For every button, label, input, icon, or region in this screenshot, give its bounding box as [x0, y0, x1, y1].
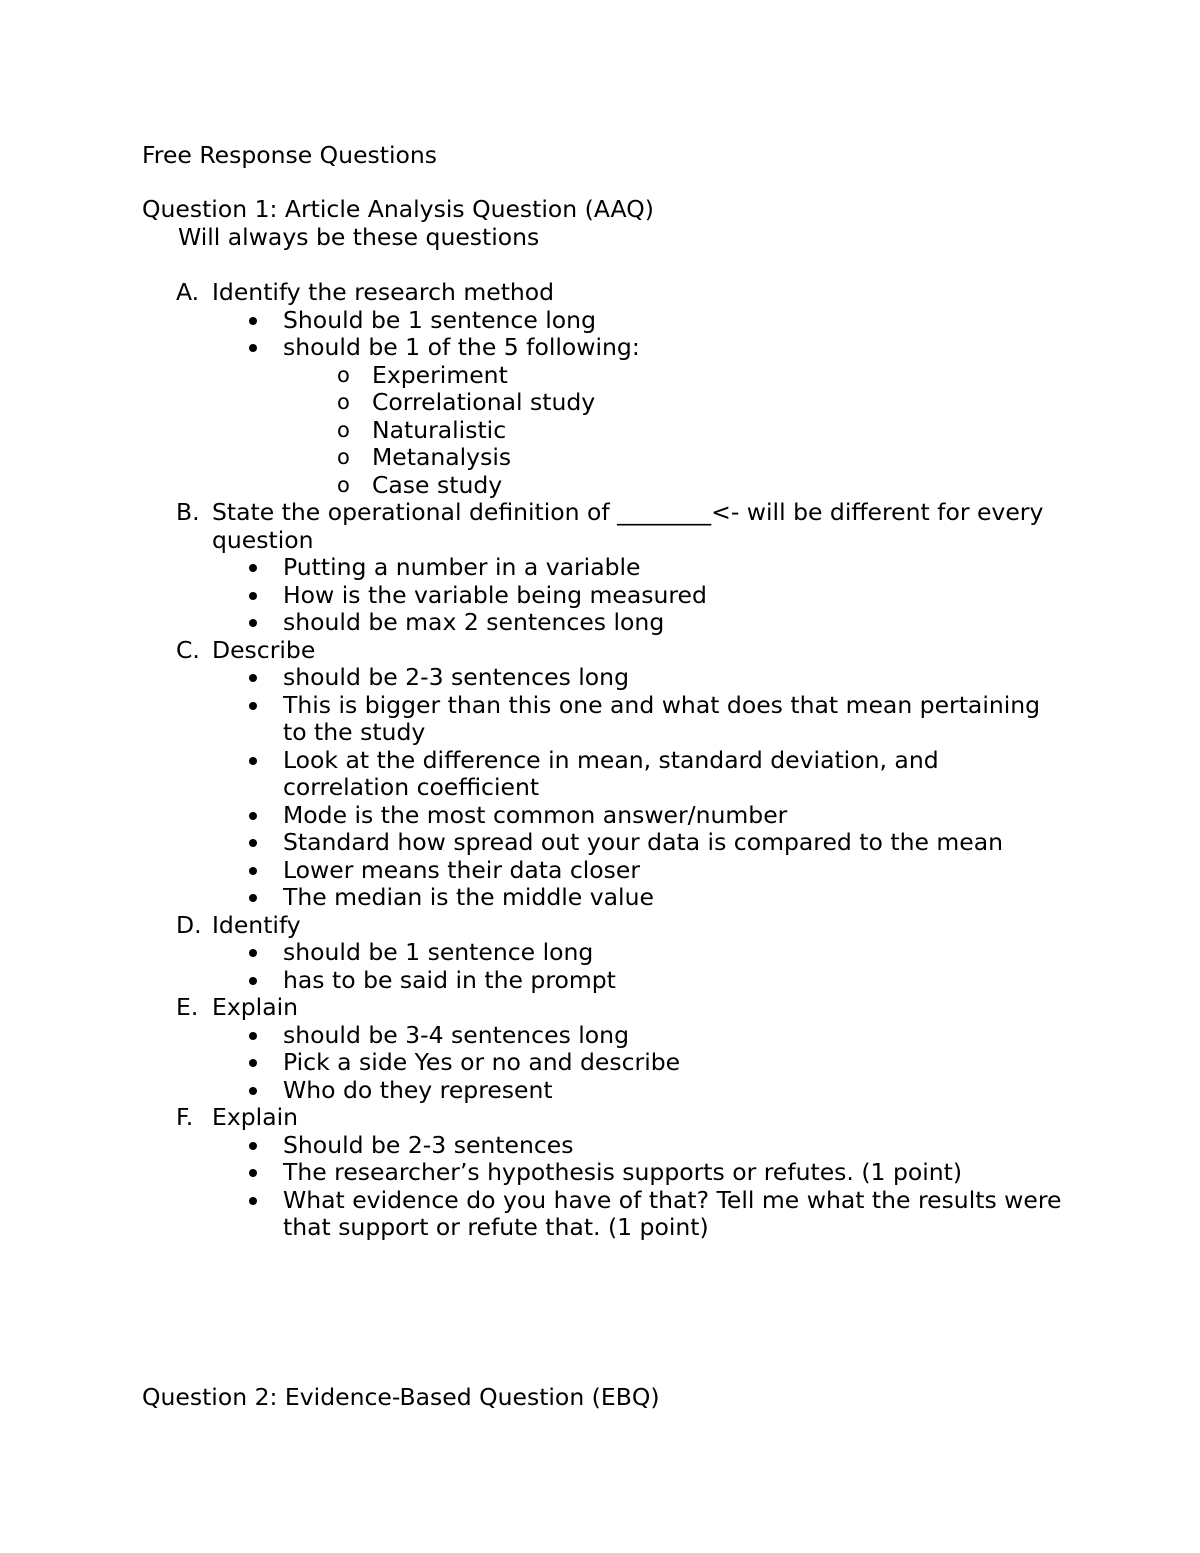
bullet-icon [249, 1142, 257, 1150]
bullet-text: should be 1 of the 5 following: [283, 333, 640, 361]
sub-bullet-text: Metanalysis [372, 443, 512, 471]
bullet-list [0, 1022, 1200, 1105]
bullet-icon [249, 1197, 257, 1205]
list-item [0, 279, 1200, 499]
list-letter: E. [176, 993, 199, 1021]
bullet-item [283, 1187, 1063, 1242]
bullet-icon [249, 1032, 257, 1040]
bullet-icon [249, 812, 257, 820]
bullet-item [283, 334, 1063, 362]
list-letter: A. [176, 278, 200, 306]
bullet-text: Who do they represent [283, 1075, 553, 1104]
bullet-item [283, 802, 1063, 830]
bullet-item [283, 747, 1063, 802]
sub-bullet-item [337, 443, 1200, 472]
list-item-text: State the operational definition of ________<- will be different for every question [212, 498, 1044, 554]
bullet-text: Pick a side Yes or no and describe [283, 1048, 681, 1076]
list-letter: C. [176, 635, 200, 664]
bullet-item [283, 967, 1063, 995]
bullet-text: What evidence do you have of that? Tell me what the results were that support or refute that. (1 point) [283, 1185, 1062, 1241]
sub-bullet-icon: o [337, 390, 350, 414]
bullet-item [283, 884, 1063, 912]
question-1-heading: Question 1: Article Analysis Question (AAQ) [142, 195, 654, 223]
bullet-list [0, 554, 1200, 637]
bullet-item [283, 664, 1063, 692]
list-item [0, 499, 1200, 637]
bullet-item [283, 307, 1063, 335]
bullet-item [283, 554, 1063, 582]
list-item [0, 637, 1200, 912]
sub-bullet-text: Experiment [372, 360, 508, 389]
sub-bullet-icon: o [337, 362, 350, 387]
list-letter: B. [176, 498, 200, 526]
bullet-icon [249, 592, 257, 600]
bullet-text: should be max 2 sentences long [283, 608, 665, 636]
bullet-text: should be 3-4 sentences long [283, 1020, 629, 1049]
sub-bullet-list [0, 362, 1200, 500]
bullet-item [283, 1022, 1063, 1050]
sub-bullet-text: Naturalistic [372, 415, 507, 444]
page-title: Free Response Questions [142, 141, 438, 169]
list-item-text: Explain [212, 993, 299, 1021]
bullet-item [283, 829, 1063, 857]
sub-bullet-icon: o [337, 417, 350, 442]
bullet-text: Lower means their data closer [283, 855, 641, 884]
bullet-icon [249, 344, 257, 352]
sub-bullet-item [337, 470, 1200, 500]
bullet-list [0, 307, 1200, 500]
bullet-icon [249, 317, 257, 325]
bullet-item [283, 692, 1063, 747]
bullet-item [283, 1049, 1063, 1077]
bullet-icon [249, 702, 257, 710]
question-2-heading: Question 2: Evidence-Based Question (EBQ) [142, 1383, 660, 1411]
bullet-item [283, 582, 1063, 610]
bullet-icon [249, 564, 257, 572]
bullet-icon [249, 1059, 257, 1067]
sub-bullet-text: Case study [372, 470, 503, 499]
sub-bullet-item [337, 388, 1200, 417]
list-item [0, 994, 1200, 1104]
bullet-icon [249, 839, 257, 847]
bullet-text: This is bigger than this one and what does that mean pertaining to the study [283, 690, 1041, 746]
bullet-item [283, 939, 1063, 967]
bullet-text: Standard how spread out your data is compared to the mean [283, 828, 1004, 856]
sub-bullet-icon: o [337, 472, 350, 497]
bullet-icon [249, 867, 257, 875]
list-letter: F. [176, 1103, 194, 1131]
bullet-text: How is the variable being measured [283, 580, 707, 609]
list-item-text: Describe [212, 635, 316, 664]
list-item [0, 1104, 1200, 1242]
bullet-list [0, 1132, 1200, 1242]
bullet-item [283, 609, 1063, 637]
bullet-icon [249, 619, 257, 627]
list-letter: D. [176, 910, 202, 939]
sub-bullet-item [337, 415, 1200, 445]
question-1-list [0, 279, 1200, 1242]
bullet-item [283, 1132, 1063, 1160]
bullet-text: Mode is the most common answer/number [283, 800, 788, 829]
list-item-text: Identify [212, 910, 301, 939]
bullet-text: Should be 2-3 sentences [283, 1130, 574, 1159]
list-item-text: Explain [212, 1103, 299, 1131]
bullet-text: should be 1 sentence long [283, 938, 594, 966]
bullet-text: Putting a number in a variable [283, 553, 641, 581]
sub-bullet-item [337, 360, 1200, 390]
bullet-text: Look at the difference in mean, standard deviation, and correlation coefficient [283, 745, 939, 801]
bullet-text: should be 2-3 sentences long [283, 663, 629, 691]
sub-bullet-icon: o [337, 445, 350, 469]
bullet-item [283, 857, 1063, 885]
bullet-text: The median is the middle value [283, 883, 654, 911]
bullet-list [0, 664, 1200, 912]
bullet-text: Should be 1 sentence long [283, 305, 596, 334]
question-1-intro: Will always be these questions [178, 223, 540, 251]
bullet-icon [249, 1087, 257, 1095]
list-item [0, 912, 1200, 995]
list-item-text: Identify the research method [212, 278, 555, 306]
bullet-item [283, 1159, 1063, 1187]
bullet-icon [249, 757, 257, 765]
bullet-text: The researcher’s hypothesis supports or refutes. (1 point) [283, 1158, 963, 1186]
bullet-item [283, 1077, 1063, 1105]
bullet-icon [249, 1169, 257, 1177]
bullet-icon [249, 674, 257, 682]
bullet-list [0, 939, 1200, 994]
bullet-icon [249, 894, 257, 902]
sub-bullet-text: Correlational study [372, 388, 596, 416]
bullet-text: has to be said in the prompt [283, 965, 616, 994]
bullet-icon [249, 977, 257, 985]
bullet-icon [249, 949, 257, 957]
